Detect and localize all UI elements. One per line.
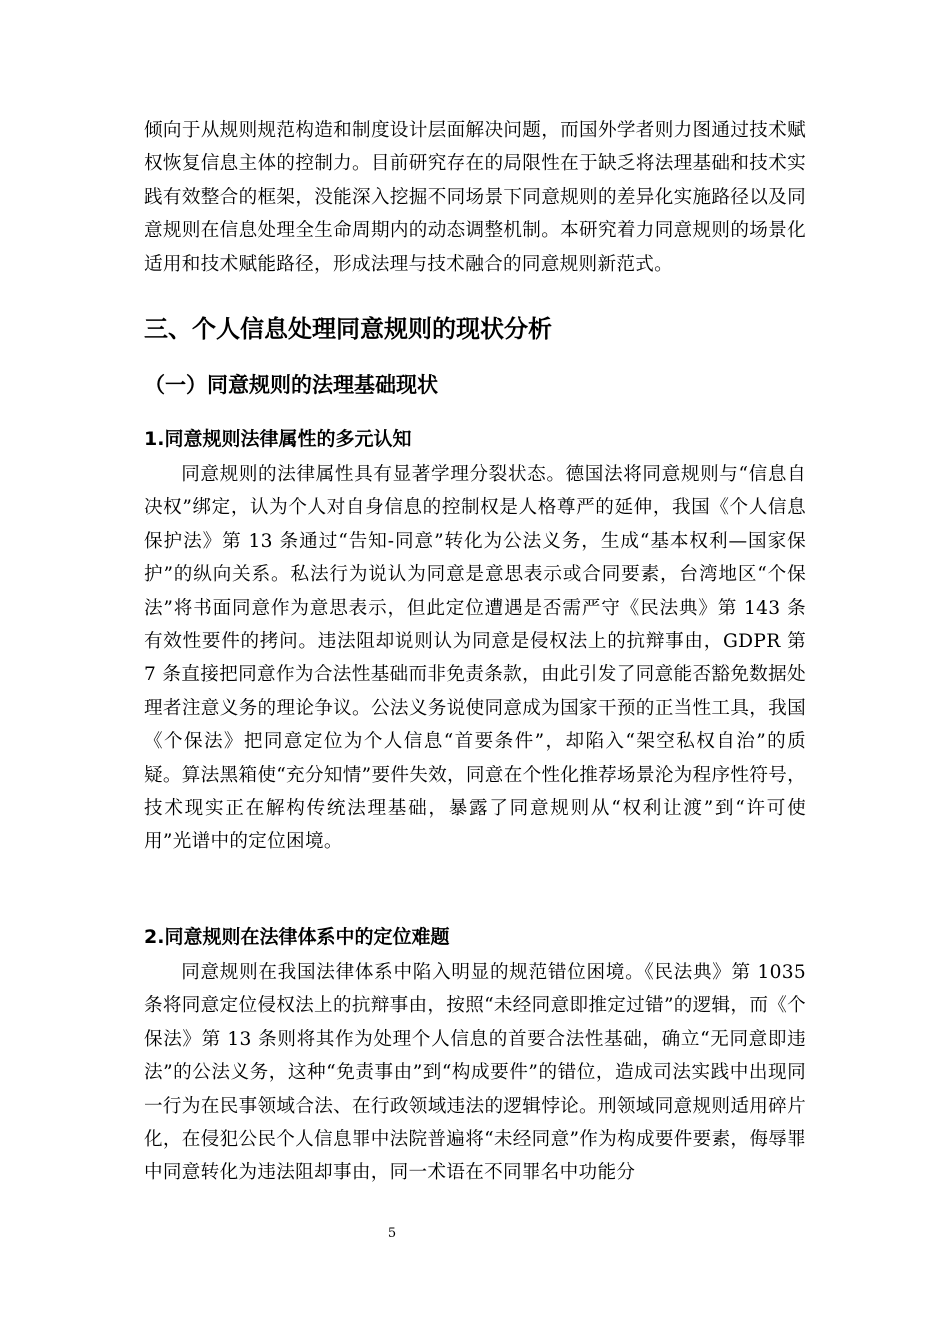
paragraph-legal-system-position: 同意规则在我国法律体系中陷入明显的规范错位困境。《民法典》第 1035 条将同意定位侵权法上的抗辩事由，按照“未经同意即推定过错”的逻辑，而《个保法》第 13 条则将其作为处理个人信息的首要合法性基础，确立“无同意即违法”的公法义务，这种“免责事由”到“构成要件”的错位，造成司法实践中出现同一行为在民事领域合法、在行政领域违法的逻辑悖论。刑领域同意规则适用碎片化，在侵犯公民个人信息罪中法院普遍将“未经同意”作为构成要件要素，侮辱罪中同意转化为违法阻却事由，同一术语在不同罪名中功能分: [144, 962, 806, 1184]
page-number: 5: [387, 1226, 397, 1241]
section-heading: 三、个人信息处理同意规则的现状分析: [144, 315, 552, 343]
paragraph-legal-attribute: 同意规则的法律属性具有显著学理分裂状态。德国法将同意规则与“信息自决权”绑定，认为个人对自身信息的控制权是人格尊严的延伸，我国《个人信息保护法》第 13 条通过“告知-同意”转化为公法义务，生成“基本权利—国家保护”的纵向关系。私法行为说认为同意是意思表示或合同要素，台湾地区“个保法”将书面同意作为意思表示，但此定位遭遇是否需严守《民法典》第 143 条有效性要件的拷问。违法阻却说则认为同意是侵权法上的抗辩事由，GDPR 第 7 条直接把同意作为合法性基础而非免责条款，由此引发了同意能否豁免数据处理者注意义务的理论争议。公法义务说使同意成为国家干预的正当性工具，我国《个保法》把同意定位为个人信息“首要条件”，却陷入“架空私权自治”的质疑。算法黑箱使“充分知情”要件失效，同意在个性化推荐场景沦为程序性符号，技术现实正在解构传统法理基础，暴露了同意规则从“权利让渡”到“许可使用”光谱中的定位困境。: [144, 464, 806, 853]
intro-paragraph: 倾向于从规则规范构造和制度设计层面解决问题，而国外学者则力图通过技术赋权恢复信息主体的控制力。目前研究存在的局限性在于缺乏将法理基础和技术实践有效整合的框架，没能深入挖掘不同场景下同意规则的差异化实施路径以及同意规则在信息处理全生命周期内的动态调整机制。本研究着力同意规则的场景化适用和技术赋能路径，形成法理与技术融合的同意规则新范式。: [144, 120, 806, 275]
heading-legal-attribute: 1.同意规则法律属性的多元认知: [144, 428, 412, 450]
document-page: [144, 0, 806, 1344]
subsection-heading: （一）同意规则的法理基础现状: [144, 373, 438, 397]
heading-legal-system-position: 2.同意规则在法律体系中的定位难题: [144, 926, 450, 948]
